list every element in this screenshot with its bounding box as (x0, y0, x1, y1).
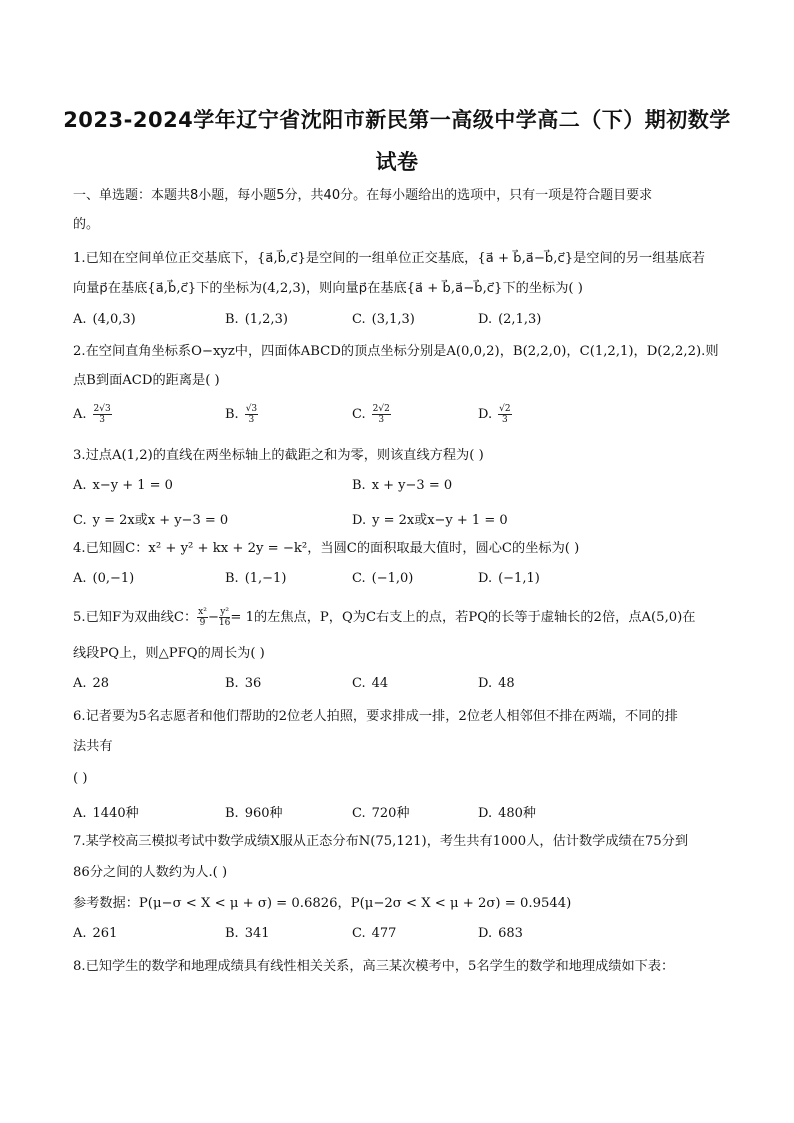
q1-stem-line-1: 1.已知在空间单位正交基底下，{a⃗,b⃗,c⃗}是空间的一组单位正交基底，{a⃗ + b⃗,a⃗−b⃗,c⃗}是空间的另一组基底若 (73, 251, 705, 266)
q2-stem-line-2: 点B到面ACD的距离是( ) (73, 373, 220, 388)
q4-option-a[interactable]: A. (0,−1) (73, 571, 135, 586)
q5-options (73, 676, 733, 694)
q1-stem-line-2: 向量p⃗在基底{a⃗,b⃗,c⃗}下的坐标为(4,2,3)，则向量p⃗在基底{a⃗ + b⃗,a⃗−b⃗,c⃗}下的坐标为( ) (73, 281, 583, 296)
q4-option-c[interactable]: C. (−1,0) (352, 571, 414, 586)
q3-option-d[interactable]: D. y = 2x或x−y + 1 = 0 (352, 513, 508, 528)
q7-stem-line-1: 7.某学校高三模拟考试中数学成绩X服从正态分布N(75,121)，考生共有1000人，估计数学成绩在75分到 (73, 834, 689, 849)
q1-option-d[interactable]: D. (2,1,3) (478, 312, 542, 327)
q2-option-a[interactable]: A. $\frac{2√3}{3}$ (73, 404, 111, 425)
q7-option-d[interactable]: D. 683 (478, 926, 523, 941)
q7-option-a[interactable]: A. 261 (73, 926, 118, 941)
q3-option-b[interactable]: B. x + y−3 = 0 (352, 478, 453, 493)
q5-option-c[interactable]: C. 44 (352, 676, 389, 691)
q7-options (73, 926, 733, 944)
q4-option-b[interactable]: B. (1,−1) (225, 571, 287, 586)
q2-option-d[interactable]: D. $\frac{√2}{3}$ (478, 404, 511, 425)
q2-option-c[interactable]: C. $\frac{2√2}{3}$ (352, 404, 390, 425)
q5-stem-line-2: 线段PQ上，则△PFQ的周长为( ) (73, 646, 265, 661)
section-heading-line-2: 的。 (73, 217, 100, 232)
q5-fraction-y: $\frac{\text{y²}}{16}$ (218, 607, 231, 628)
q5-option-d[interactable]: D. 48 (478, 676, 515, 691)
q8-stem-line-1: 8.已知学生的数学和地理成绩具有线性相关关系，高三某次模考中，5名学生的数学和地理成绩如下表： (73, 959, 675, 974)
q4-option-d[interactable]: D. (−1,1) (478, 571, 540, 586)
q1-options (73, 312, 733, 330)
q7-option-b[interactable]: B. 341 (225, 926, 270, 941)
q6-stem-line-1: 6.记者要为5名志愿者和他们帮助的2位老人拍照，要求排成一排，2位老人相邻但不排在两端，不同的排 (73, 709, 678, 724)
q2-option-b-fraction: $\frac{√3}{3}$ (245, 404, 258, 425)
q3-options-row-1 (73, 478, 733, 496)
q5-stem-line-1: 5.已知F为双曲线C： $\frac{\text{x²}}{9}$ − $\frac{\text{y²}}{16}$ = 1的左焦点，P，Q为C右支上的点，若PQ的长等于虚轴长的2倍，点A(5,0)在 (73, 607, 696, 628)
q6-option-a[interactable]: A. 1440种 (73, 806, 139, 821)
q7-reference-data: 参考数据：P(μ−σ < X < μ + σ) = 0.6826，P(μ−2σ < X < μ + 2σ) = 0.9544) (73, 896, 572, 911)
q2-option-d-fraction: $\frac{√2}{3}$ (499, 404, 511, 425)
q3-option-a[interactable]: A. x−y + 1 = 0 (73, 478, 173, 493)
q6-option-c[interactable]: C. 720种 (352, 806, 410, 821)
q6-option-d[interactable]: D. 480种 (478, 806, 536, 821)
q1-option-b[interactable]: B. (1,2,3) (225, 312, 288, 327)
q2-option-c-fraction: $\frac{2√2}{3}$ (372, 404, 390, 425)
q3-options-row-2 (73, 509, 733, 527)
q2-stem-line-1: 2.在空间直角坐标系O−xyz中，四面体ABCD的顶点坐标分别是A(0,0,2)，B(2,2,0)，C(1,2,1)，D(2,2,2).则 (73, 344, 719, 359)
q1-option-c[interactable]: C. (3,1,3) (352, 312, 415, 327)
q4-options (73, 571, 733, 589)
q2-options (73, 404, 733, 434)
q5-option-b[interactable]: B. 36 (225, 676, 262, 691)
q1-option-a[interactable]: A. (4,0,3) (73, 312, 136, 327)
q2-option-b[interactable]: B. $\frac{√3}{3}$ (225, 404, 258, 425)
q2-option-a-fraction: $\frac{2√3}{3}$ (93, 404, 111, 425)
q3-option-c[interactable]: C. y = 2x或x + y−3 = 0 (73, 513, 229, 528)
q6-stem-line-2: 法共有 (73, 739, 113, 754)
q5-fraction-x: $\frac{\text{x²}}{9}$ (198, 607, 207, 628)
q3-stem-line-1: 3.过点A(1,2)的直线在两坐标轴上的截距之和为零，则该直线方程为( ) (73, 448, 484, 463)
q7-stem-line-2: 86分之间的人数约为人.( ) (73, 865, 228, 880)
document-title-line-2: 试卷 (375, 150, 419, 174)
section-heading-line-1: 一、单选题：本题共8小题，每小题5分，共40分。在每小题给出的选项中，只有一项是符合题目要求 (73, 188, 653, 203)
q5-option-a[interactable]: A. 28 (73, 676, 110, 691)
q7-option-c[interactable]: C. 477 (352, 926, 397, 941)
q6-options (73, 802, 733, 820)
document-title-line-1: 2023-2024学年辽宁省沈阳市新民第一高级中学高二（下）期初数学 (63, 108, 731, 132)
q6-option-b[interactable]: B. 960种 (225, 806, 283, 821)
q6-stem-line-3: ( ) (73, 771, 88, 786)
q4-stem-line-1: 4.已知圆C：x² + y² + kx + 2y = −k²，当圆C的面积取最大值时，圆心C的坐标为( ) (73, 541, 580, 556)
